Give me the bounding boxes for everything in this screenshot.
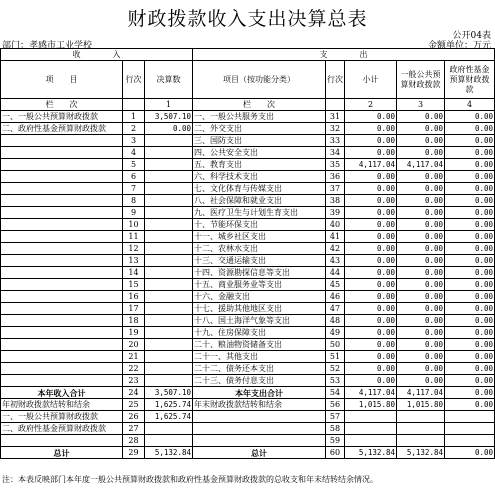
grand-total-label-right: 总计 [193, 447, 326, 459]
expense-item: 十三、交通运输支出 [193, 255, 326, 267]
expense-subtotal: 0.00 [345, 291, 397, 303]
income-amount: 0.00 [145, 123, 193, 135]
expense-fund: 0.00 [445, 279, 495, 291]
income-row-no: 7 [123, 183, 145, 195]
expense-row-no: 57 [326, 411, 345, 423]
income-amount [145, 375, 193, 387]
grand-total-fund: 0.00 [445, 447, 495, 459]
income-row-no: 11 [123, 231, 145, 243]
expense-general: 0.00 [397, 339, 445, 351]
expense-fund: 0.00 [445, 267, 495, 279]
expense-general: 0.00 [397, 231, 445, 243]
income-item: 二、政府性基金预算财政拨款 [1, 123, 123, 135]
expense-item: 三、国防支出 [193, 135, 326, 147]
table-row [1, 291, 495, 303]
expense-fund: 0.00 [445, 135, 495, 147]
expense-fund: 0.00 [445, 399, 495, 411]
expense-item: 十七、援助其他地区支出 [193, 303, 326, 315]
expense-row-no: 38 [326, 195, 345, 207]
income-row-no: 16 [123, 291, 145, 303]
grand-total-amount: 5,132.84 [145, 447, 193, 459]
grand-total-row-no: 29 [123, 447, 145, 459]
expense-item-header: 项目（按功能分类） [193, 61, 326, 99]
income-item [1, 255, 123, 267]
expense-item: 五、教育支出 [193, 159, 326, 171]
expense-general [397, 411, 445, 423]
income-amount [145, 171, 193, 183]
expense-total-fund: 0.00 [445, 387, 495, 399]
expense-subtotal: 0.00 [345, 135, 397, 147]
income-item [1, 183, 123, 195]
expense-subtotal: 0.00 [345, 315, 397, 327]
expense-subtotal: 0.00 [345, 267, 397, 279]
expense-row-no: 47 [326, 303, 345, 315]
expense-general: 0.00 [397, 123, 445, 135]
table-row [1, 411, 495, 423]
income-amount: 1,625.74 [145, 399, 193, 411]
expense-fund: 0.00 [445, 183, 495, 195]
expense-general: 0.00 [397, 207, 445, 219]
income-row-no: 6 [123, 171, 145, 183]
expense-fund [445, 423, 495, 435]
expense-total-row-no: 54 [326, 387, 345, 399]
income-row-no: 17 [123, 303, 145, 315]
expense-row-no-header: 行次 [326, 61, 345, 99]
expense-subtotal [345, 435, 397, 447]
income-amount [145, 255, 193, 267]
expense-item: 九、医疗卫生与计划生育支出 [193, 207, 326, 219]
income-amount [145, 303, 193, 315]
table-row [1, 159, 495, 171]
table-row [1, 207, 495, 219]
expense-item: 二十三、债务付息支出 [193, 375, 326, 387]
unit-label: 金额单位：万元 [427, 41, 491, 51]
table-row [1, 447, 495, 459]
expense-row-no: 50 [326, 339, 345, 351]
expense-general: 0.00 [397, 255, 445, 267]
expense-row-no: 52 [326, 363, 345, 375]
income-amount [145, 195, 193, 207]
expense-item: 十四、资源勘探信息等支出 [193, 267, 326, 279]
expense-subtotal: 0.00 [345, 303, 397, 315]
expense-item: 十、节能环保支出 [193, 219, 326, 231]
income-total-label: 本年收入合计 [1, 387, 123, 399]
expense-item: 二十二、债务还本支出 [193, 363, 326, 375]
income-item [1, 159, 123, 171]
expense-general: 0.00 [397, 303, 445, 315]
income-row-no: 2 [123, 123, 145, 135]
income-item [1, 207, 123, 219]
expense-item: 七、文化体育与传媒支出 [193, 183, 326, 195]
income-amount [145, 243, 193, 255]
expense-fund [445, 411, 495, 423]
income-item [1, 147, 123, 159]
expense-item [193, 411, 326, 423]
income-amount: 3,507.10 [145, 111, 193, 123]
expense-row-no: 33 [326, 135, 345, 147]
expense-item: 二十一、其他支出 [193, 351, 326, 363]
expense-fund: 0.00 [445, 351, 495, 363]
income-item [1, 171, 123, 183]
income-row-no: 21 [123, 351, 145, 363]
expense-fund: 0.00 [445, 315, 495, 327]
department-label: 部门：孝感市工业学校 [2, 41, 93, 51]
expense-fund: 0.00 [445, 363, 495, 375]
expense-general: 0.00 [397, 315, 445, 327]
expense-general: 4,117.04 [397, 159, 445, 171]
expense-fund: 0.00 [445, 291, 495, 303]
income-row-no: 26 [123, 411, 145, 423]
expense-row-no: 42 [326, 243, 345, 255]
expense-fund: 0.00 [445, 327, 495, 339]
expense-subtotal: 0.00 [345, 195, 397, 207]
income-item [1, 231, 123, 243]
expense-total-subtotal: 4,117.04 [345, 387, 397, 399]
income-row-no: 23 [123, 375, 145, 387]
expense-general: 0.00 [397, 195, 445, 207]
expense-total-label: 本年支出合计 [193, 387, 326, 399]
expense-subtotal: 0.00 [345, 363, 397, 375]
table-row [1, 399, 495, 411]
table-row [1, 183, 495, 195]
expense-item [193, 423, 326, 435]
expense-subtotal: 1,015.80 [345, 399, 397, 411]
table-row [1, 135, 495, 147]
column-number-2: 2 [345, 99, 397, 111]
expense-subtotal: 4,117.04 [345, 159, 397, 171]
expense-row-no: 39 [326, 207, 345, 219]
income-amount [145, 219, 193, 231]
column-number-3: 3 [397, 99, 445, 111]
income-row-no: 25 [123, 399, 145, 411]
expense-subtotal: 0.00 [345, 279, 397, 291]
expense-subtotal: 0.00 [345, 255, 397, 267]
expense-general: 0.00 [397, 327, 445, 339]
income-total-row-no: 24 [123, 387, 145, 399]
income-amount [145, 159, 193, 171]
income-row-no: 10 [123, 219, 145, 231]
expense-subtotal [345, 411, 397, 423]
expense-general [397, 435, 445, 447]
column-number-4: 4 [445, 99, 495, 111]
expense-fund: 0.00 [445, 243, 495, 255]
expense-subtotal: 0.00 [345, 123, 397, 135]
form-code: 公开04表 [452, 31, 491, 41]
income-amount [145, 147, 193, 159]
expense-general: 0.00 [397, 291, 445, 303]
table-row [1, 243, 495, 255]
expense-general: 0.00 [397, 243, 445, 255]
income-row-no: 19 [123, 327, 145, 339]
table-row [1, 219, 495, 231]
expense-fund: 0.00 [445, 255, 495, 267]
income-row-no: 8 [123, 195, 145, 207]
expense-subtotal: 0.00 [345, 183, 397, 195]
income-amount [145, 183, 193, 195]
grand-total-row-no-right: 60 [326, 447, 345, 459]
expense-general [397, 423, 445, 435]
table-row [1, 375, 495, 387]
expense-fund: 0.00 [445, 303, 495, 315]
expense-subtotal [345, 423, 397, 435]
grand-total-subtotal: 5,132.84 [345, 447, 397, 459]
table-row [1, 231, 495, 243]
expense-general: 0.00 [397, 147, 445, 159]
expense-row-no: 36 [326, 171, 345, 183]
expense-general: 0.00 [397, 111, 445, 123]
expense-item: 四、公共安全支出 [193, 147, 326, 159]
income-item: 年初财政拨款结转和结余 [1, 399, 123, 411]
expense-item: 二、外交支出 [193, 123, 326, 135]
income-item [1, 291, 123, 303]
table-row [1, 267, 495, 279]
table-row [1, 171, 495, 183]
expense-fund [445, 435, 495, 447]
expense-row-no: 58 [326, 423, 345, 435]
income-total-amount: 3,507.10 [145, 387, 193, 399]
income-row-no: 20 [123, 339, 145, 351]
table-row [1, 351, 495, 363]
income-row-no: 22 [123, 363, 145, 375]
income-amount [145, 291, 193, 303]
income-row-no: 1 [123, 111, 145, 123]
final-amount-header: 决算数 [145, 61, 193, 99]
general-budget-header: 一般公共预算财政拨款 [397, 61, 445, 99]
income-row-no: 15 [123, 279, 145, 291]
income-item [1, 219, 123, 231]
income-amount [145, 423, 193, 435]
income-item [1, 279, 123, 291]
expense-row-no: 56 [326, 399, 345, 411]
table-row [1, 111, 495, 123]
table-row [1, 255, 495, 267]
expense-row-no: 35 [326, 159, 345, 171]
expense-general: 0.00 [397, 375, 445, 387]
table-row [1, 147, 495, 159]
income-amount [145, 339, 193, 351]
expense-row-no: 37 [326, 183, 345, 195]
expense-row-no: 41 [326, 231, 345, 243]
expense-item [193, 435, 326, 447]
expense-fund: 0.00 [445, 195, 495, 207]
income-item [1, 267, 123, 279]
income-amount [145, 231, 193, 243]
expense-fund: 0.00 [445, 111, 495, 123]
expense-subtotal: 0.00 [345, 327, 397, 339]
expense-general: 0.00 [397, 219, 445, 231]
income-amount [145, 135, 193, 147]
income-amount [145, 315, 193, 327]
income-amount [145, 435, 193, 447]
table-row [1, 123, 495, 135]
expense-row-no: 44 [326, 267, 345, 279]
expense-subtotal: 0.00 [345, 207, 397, 219]
expense-general: 0.00 [397, 135, 445, 147]
expense-row-no: 45 [326, 279, 345, 291]
income-item: 二、政府性基金预算财政拨款 [1, 423, 123, 435]
income-item [1, 351, 123, 363]
expense-item: 年末财政拨款结转和结余 [193, 399, 326, 411]
income-header: 收 入 [1, 49, 193, 61]
expense-general: 0.00 [397, 183, 445, 195]
income-item [1, 243, 123, 255]
expense-fund: 0.00 [445, 123, 495, 135]
expense-total-general: 4,117.04 [397, 387, 445, 399]
expense-fund: 0.00 [445, 207, 495, 219]
table-row [1, 315, 495, 327]
expense-general: 0.00 [397, 171, 445, 183]
expense-row-no: 43 [326, 255, 345, 267]
expense-row-no: 48 [326, 315, 345, 327]
table-row [1, 303, 495, 315]
table-row [1, 363, 495, 375]
expense-item: 八、社会保障和就业支出 [193, 195, 326, 207]
expense-subtotal: 0.00 [345, 231, 397, 243]
expense-item: 十一、城乡社区支出 [193, 231, 326, 243]
income-amount [145, 327, 193, 339]
expense-item: 十八、国土海洋气象等支出 [193, 315, 326, 327]
expense-row-no: 53 [326, 375, 345, 387]
expense-row-no: 32 [326, 123, 345, 135]
expense-row-no: 40 [326, 219, 345, 231]
column-label-right: 栏 次 [193, 99, 326, 111]
expense-row-no: 51 [326, 351, 345, 363]
table-row [1, 423, 495, 435]
income-row-no: 12 [123, 243, 145, 255]
income-row-no: 4 [123, 147, 145, 159]
expense-item: 二十、粮油物资储备支出 [193, 339, 326, 351]
grand-total-label: 总计 [1, 447, 123, 459]
table-row [1, 435, 495, 447]
table-row [1, 387, 495, 399]
expense-subtotal: 0.00 [345, 111, 397, 123]
footnote: 注：本表反映部门本年度一般公共预算财政拨款和政府性基金预算财政拨款的总收支和年末结转结余情况。 [2, 475, 378, 484]
expense-row-no: 31 [326, 111, 345, 123]
income-row-no: 3 [123, 135, 145, 147]
expense-fund: 0.00 [445, 147, 495, 159]
expense-item: 一、一般公共服务支出 [193, 111, 326, 123]
expense-item: 六、科学技术支出 [193, 171, 326, 183]
fiscal-table [0, 48, 495, 459]
income-amount [145, 351, 193, 363]
expense-general: 0.00 [397, 351, 445, 363]
expense-subtotal: 0.00 [345, 171, 397, 183]
expense-item: 十九、住房保障支出 [193, 327, 326, 339]
expense-subtotal: 0.00 [345, 339, 397, 351]
expense-fund: 0.00 [445, 231, 495, 243]
row-no-header: 行次 [123, 61, 145, 99]
expense-header: 支 出 [193, 49, 495, 61]
income-row-no: 27 [123, 423, 145, 435]
expense-fund: 0.00 [445, 339, 495, 351]
income-item [1, 339, 123, 351]
income-row-no: 28 [123, 435, 145, 447]
expense-item: 十五、商业服务业等支出 [193, 279, 326, 291]
income-item [1, 375, 123, 387]
expense-row-no: 46 [326, 291, 345, 303]
income-amount [145, 363, 193, 375]
income-amount: 1,625.74 [145, 411, 193, 423]
income-item [1, 435, 123, 447]
expense-general: 1,015.80 [397, 399, 445, 411]
income-item: 一、一般公共预算财政拨款 [1, 411, 123, 423]
expense-subtotal: 0.00 [345, 219, 397, 231]
expense-fund: 0.00 [445, 159, 495, 171]
expense-subtotal: 0.00 [345, 147, 397, 159]
column-label: 栏 次 [1, 99, 123, 111]
expense-item: 十二、农林水支出 [193, 243, 326, 255]
income-item [1, 135, 123, 147]
income-item [1, 303, 123, 315]
expense-subtotal: 0.00 [345, 375, 397, 387]
expense-item: 十六、金融支出 [193, 291, 326, 303]
fund-budget-header: 政府性基金预算财政拨款 [445, 61, 495, 99]
income-row-no: 5 [123, 159, 145, 171]
income-item [1, 363, 123, 375]
income-row-no: 13 [123, 255, 145, 267]
income-row-no: 14 [123, 267, 145, 279]
table-row [1, 339, 495, 351]
column-number-1: 1 [145, 99, 193, 111]
expense-general: 0.00 [397, 279, 445, 291]
table-row [1, 195, 495, 207]
expense-row-no: 49 [326, 327, 345, 339]
expense-general: 0.00 [397, 363, 445, 375]
expense-row-no: 34 [326, 147, 345, 159]
income-amount [145, 279, 193, 291]
expense-row-no: 59 [326, 435, 345, 447]
table-row [1, 279, 495, 291]
income-row-no: 9 [123, 207, 145, 219]
expense-fund: 0.00 [445, 375, 495, 387]
income-item [1, 315, 123, 327]
income-amount [145, 267, 193, 279]
report-title: 财政拨款收入支出决算总表 [127, 8, 368, 30]
table-row [1, 327, 495, 339]
expense-subtotal: 0.00 [345, 351, 397, 363]
expense-fund: 0.00 [445, 171, 495, 183]
expense-subtotal: 0.00 [345, 243, 397, 255]
income-item [1, 195, 123, 207]
income-item [1, 327, 123, 339]
income-amount [145, 207, 193, 219]
income-item: 一、一般公共预算财政拨款 [1, 111, 123, 123]
expense-general: 0.00 [397, 267, 445, 279]
subtotal-header: 小计 [345, 61, 397, 99]
item-header: 项 目 [1, 61, 123, 99]
expense-fund: 0.00 [445, 219, 495, 231]
income-row-no: 18 [123, 315, 145, 327]
grand-total-general: 5,132.84 [397, 447, 445, 459]
